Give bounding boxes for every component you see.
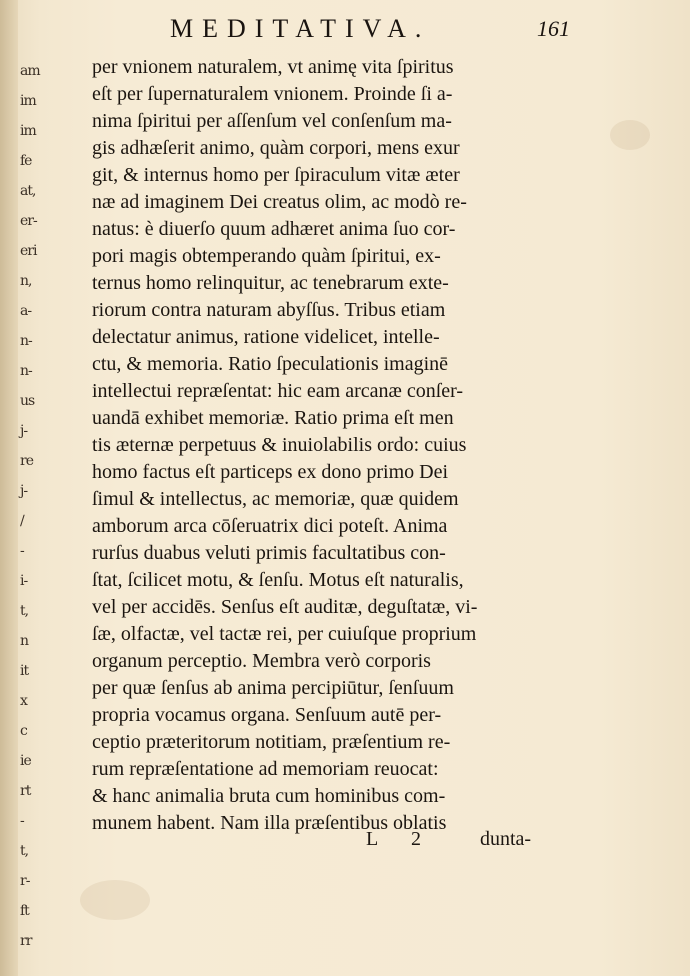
text-line: ctu, & memoria. Ratio ſpeculationis imaginē <box>92 353 449 375</box>
bleed-fragment: it <box>20 663 29 679</box>
text-line: riorum contra naturam abyſſus. Tribus etiam <box>92 299 446 321</box>
bleed-fragment: j- <box>20 423 28 439</box>
page-header <box>170 14 590 50</box>
page-number: 161 <box>537 16 570 41</box>
gutter-shadow <box>0 0 18 976</box>
text-line: pori magis obtemperando quàm ſpiritui, ex- <box>92 245 441 267</box>
bleed-fragment: at, <box>20 183 36 199</box>
bleed-fragment: ie <box>20 753 31 769</box>
text-line: git, & internus homo per ſpiraculum vitæ æter <box>92 164 460 186</box>
bleed-fragment: im <box>20 123 36 139</box>
bleed-fragment: am <box>20 63 40 79</box>
text-line: næ ad imaginem Dei creatus olim, ac modò re- <box>92 191 467 213</box>
text-line: vel per accidēs. Senſus eſt auditæ, deguſtatæ, vi- <box>92 596 478 618</box>
text-line: ceptio præteritorum notitiam, præſentium re- <box>92 731 451 753</box>
bleed-fragment: im <box>20 93 36 109</box>
catchword: dunta- <box>480 828 532 850</box>
bleed-fragment: x <box>20 693 27 709</box>
text-line: per quæ ſenſus ab anima percipiūtur, ſenſuum <box>92 677 454 699</box>
text-line: tis æternæ perpetuus & inuiolabilis ordo: cuius <box>92 434 467 456</box>
bleed-fragment: rt <box>20 783 31 799</box>
bleed-fragment: i- <box>20 573 28 589</box>
text-line: propria vocamus organa. Senſuum autē per- <box>92 704 442 726</box>
text-line: ſimul & intellectus, ac memoriæ, quæ quidem <box>92 488 459 510</box>
bleed-fragment: c <box>20 723 27 739</box>
bleed-fragment: us <box>20 393 35 409</box>
text-line: ternus homo relinquitur, ac tenebrarum exte- <box>92 272 449 294</box>
facing-page-bleed <box>20 56 80 956</box>
bleed-fragment: t, <box>20 843 29 859</box>
bleed-fragment: n- <box>20 333 32 349</box>
running-head: MEDITATIVA. <box>170 14 431 43</box>
bleed-fragment: n <box>20 633 29 649</box>
bleed-fragment: eri <box>20 243 37 259</box>
bleed-fragment: re <box>20 453 33 469</box>
bleed-fragment: fe <box>20 153 32 169</box>
bleed-fragment: n, <box>20 273 32 289</box>
text-line: nima ſpiritui per aſſenſum vel conſenſum ma- <box>92 110 452 132</box>
text-line: intellectui repræſentat: hic eam arcanæ conſer- <box>92 380 464 402</box>
bleed-fragment: a- <box>20 303 32 319</box>
bleed-fragment: j- <box>20 483 28 499</box>
text-line: eſt per ſupernaturalem vnionem. Proinde ſi a- <box>92 83 453 105</box>
text-line: rurſus duabus veluti primis facultatibus con- <box>92 542 446 564</box>
bleed-fragment: ft <box>20 903 29 919</box>
text-line: delectatur animus, ratione videlicet, intelle- <box>92 326 440 348</box>
text-line: munem habent. Nam illa præſentibus oblatis <box>92 812 447 834</box>
bleed-fragment: - <box>20 813 24 829</box>
text-line: amborum arca cōſeruatrix dici poteſt. Anima <box>92 515 448 537</box>
foxing-stain <box>610 120 650 150</box>
bleed-fragment: n- <box>20 363 32 379</box>
bleed-fragment: - <box>20 543 24 559</box>
text-line: homo factus eſt particeps ex dono primo Dei <box>92 461 449 483</box>
text-line: ſæ, olfactæ, vel tactæ rei, per cuiuſque proprium <box>92 623 477 645</box>
text-line: natus: è diuerſo quum adhæret anima ſuo cor- <box>92 218 456 240</box>
text-line: organum perceptio. Membra verò corporis <box>92 650 431 672</box>
bleed-fragment: r- <box>20 873 30 889</box>
text-line: gis adhæſerit animo, quàm corpori, mens exur <box>92 137 460 159</box>
bleed-fragment: rr <box>20 933 32 949</box>
text-line: ſtat, ſcilicet motu, & ſenſu. Motus eſt naturalis, <box>92 569 464 591</box>
page-footer <box>366 828 566 856</box>
foxing-stain <box>80 880 150 920</box>
bleed-fragment: t, <box>20 603 29 619</box>
text-line: rum repræſentatione ad memoriam reuocat: <box>92 758 439 780</box>
text-line: & hanc animalia bruta cum hominibus com- <box>92 785 446 807</box>
text-line: per vnionem naturalem, vt animę vita ſpiritus <box>92 56 454 78</box>
signature-number: 2 <box>411 828 421 850</box>
bleed-fragment: er- <box>20 213 37 229</box>
body-text <box>92 54 562 837</box>
text-line: uandā exhibet memoriæ. Ratio prima eſt men <box>92 407 454 429</box>
signature-mark: L <box>366 828 379 850</box>
bleed-fragment: ∕ <box>20 513 24 529</box>
